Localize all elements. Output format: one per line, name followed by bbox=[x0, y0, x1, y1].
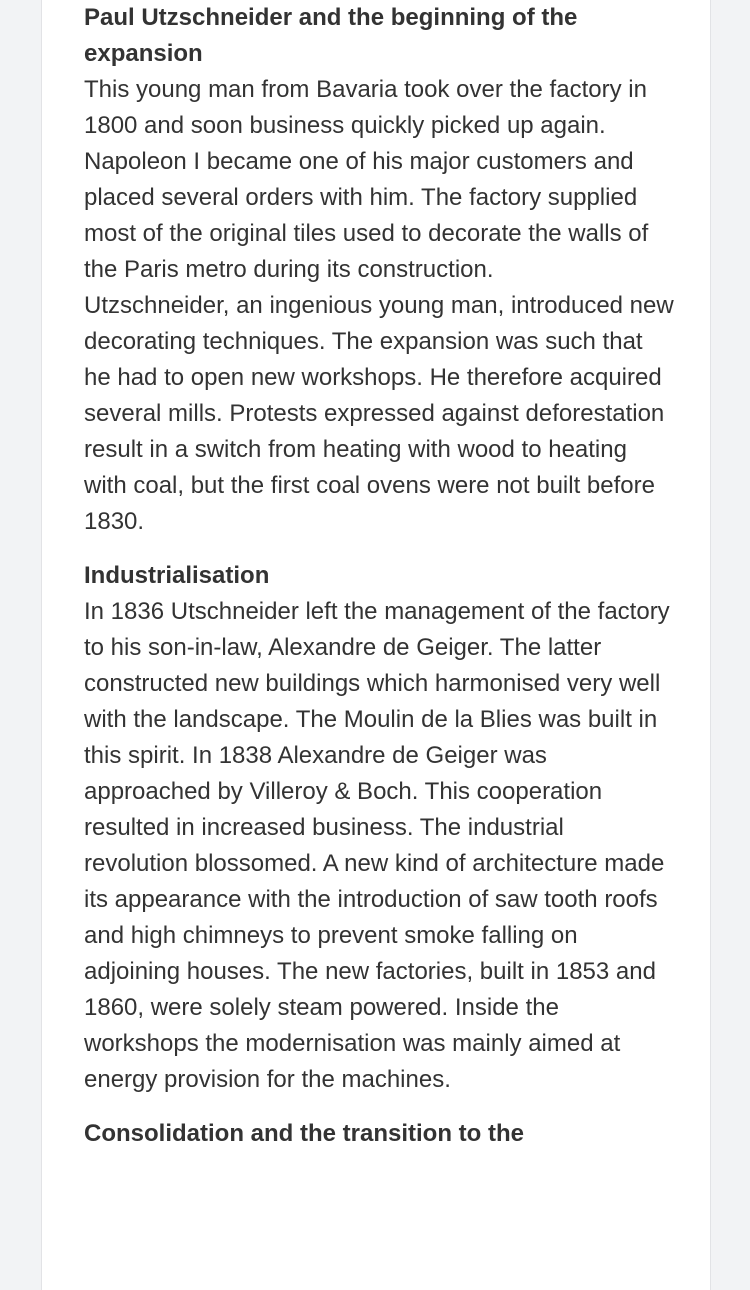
section-industrialisation bbox=[84, 558, 674, 1098]
section-heading: Paul Utzschneider and the beginning of the expansion bbox=[84, 4, 578, 67]
article-content bbox=[84, 0, 674, 1170]
section-paragraph: Utzschneider, an ingenious young man, introduced new decorating techniques. The expansion was such that he had to open new workshops. He therefore acquired several mills. Protests expressed against deforestation result in a switch from heating with wood to heating with coal, but the first coal ovens were not built before 1830. bbox=[84, 292, 674, 535]
section-utzschneider bbox=[84, 0, 674, 540]
section-paragraph: This young man from Bavaria took over the factory in 1800 and soon business quickly picked up again. Napoleon I became one of his major customers and placed several orders with him. The factory supplied most of the original tiles used to decorate the walls of the Paris metro during its construction. bbox=[84, 76, 649, 283]
section-paragraph: In 1836 Utschneider left the management of the factory to his son-in-law, Alexandre de Geiger. The latter constructed new buildings which harmonised very well with the landscape. The Moulin de la Blies was built in this spirit. In 1838 Alexandre de Geiger was approached by Villeroy & Boch. This cooperation resulted in increased business. The industrial revolution blossomed. A new kind of architecture made its appearance with the introduction of saw tooth roofs and high chimneys to prevent smoke falling on adjoining houses. The new factories, built in 1853 and 1860, were solely steam powered. Inside the workshops the modernisation was mainly aimed at energy provision for the machines. bbox=[84, 598, 670, 1093]
section-consolidation bbox=[84, 1116, 674, 1152]
section-heading: Industrialisation bbox=[84, 562, 270, 589]
section-heading: Consolidation and the transition to the bbox=[84, 1120, 524, 1147]
